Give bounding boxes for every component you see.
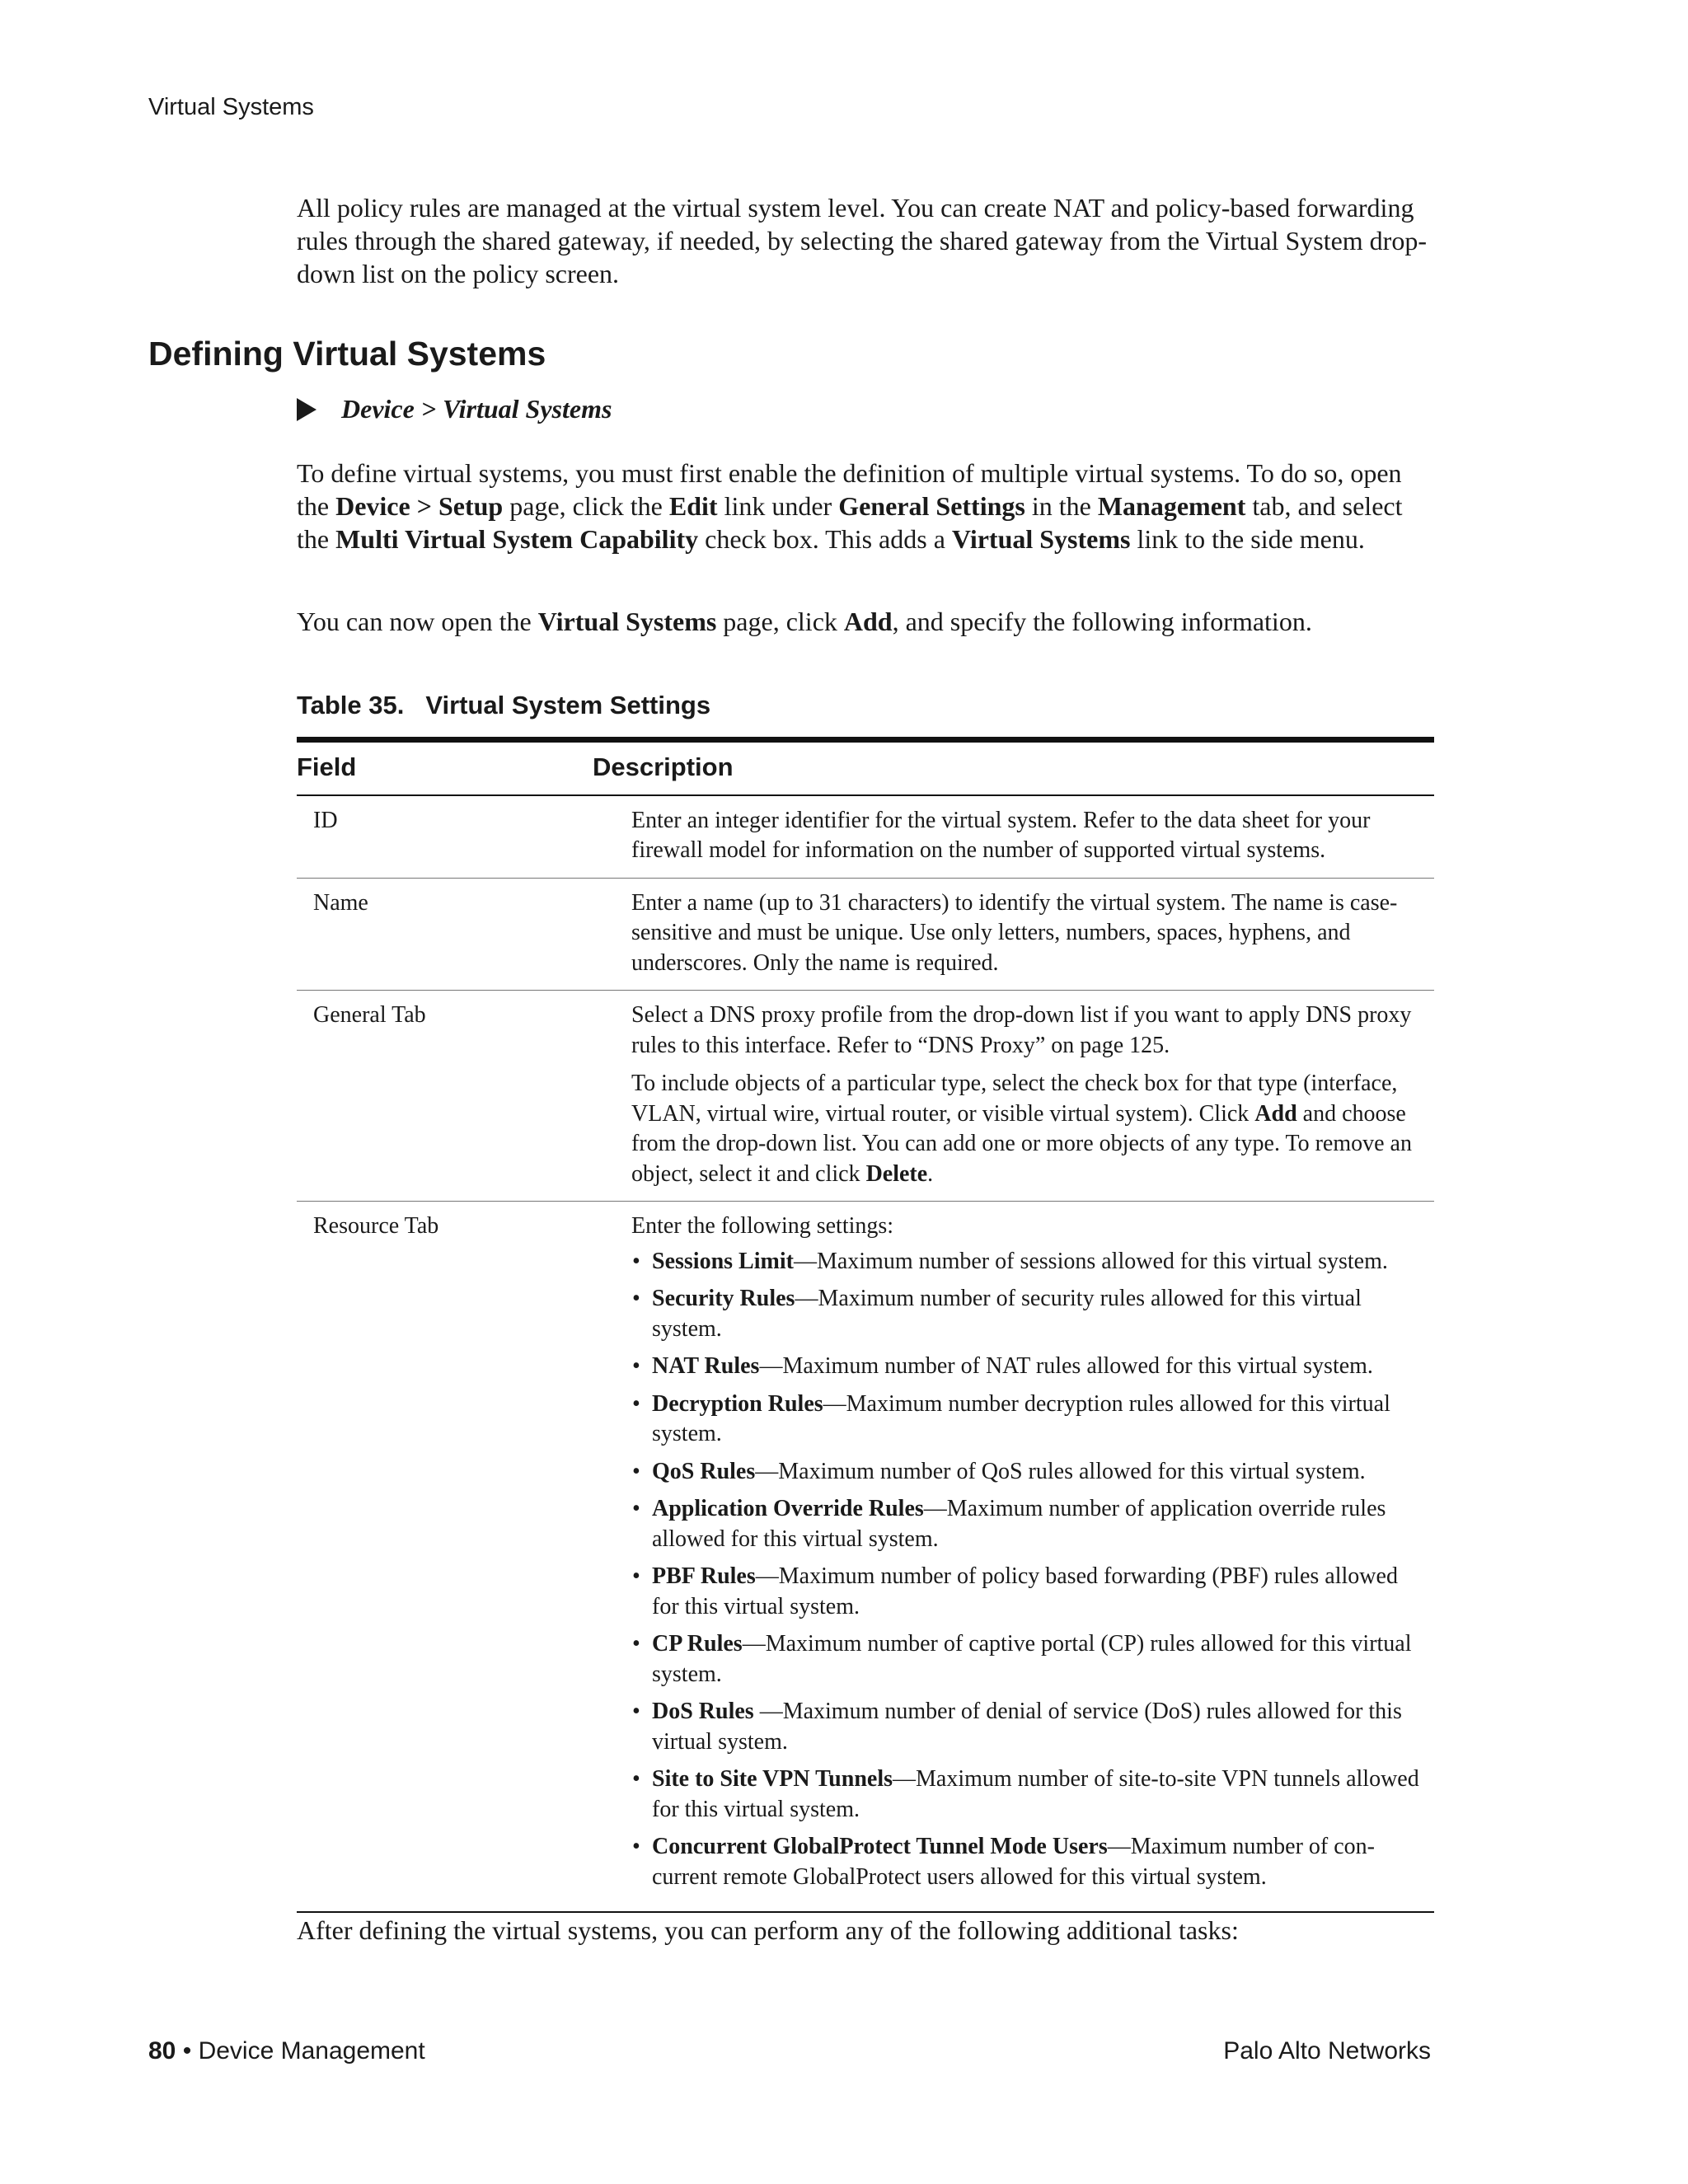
setting-label: Sessions Limit <box>652 1248 794 1274</box>
chapter-name: Device Management <box>198 2037 425 2064</box>
add-ref: Add <box>1254 1100 1297 1127</box>
device-setup-ref: Device > Setup <box>335 491 504 521</box>
table-number: Table 35. <box>297 691 405 719</box>
virtual-systems-ref: Virtual Systems <box>951 524 1131 554</box>
list-item <box>631 1697 1423 1757</box>
field-cell: Resource Tab <box>313 1213 439 1239</box>
settings-table <box>297 737 1434 1913</box>
description-cell <box>609 1202 1434 1911</box>
table-row-resource-tab <box>297 1201 1434 1911</box>
setting-text: —Maximum number of captive portal (CP) rules allowed for this virtual system. <box>652 1631 1412 1687</box>
nav-path-text: Device > Virtual Systems <box>341 394 612 424</box>
table-row-name <box>297 878 1434 991</box>
delete-ref: Delete <box>865 1160 928 1187</box>
multi-vsys-ref: Multi Virtual System Capability <box>335 524 699 554</box>
resource-settings-list <box>631 1247 1423 1893</box>
setting-label: PBF Rules <box>652 1563 756 1589</box>
list-item <box>631 1629 1423 1690</box>
field-cell: ID <box>313 807 338 833</box>
text-run: page, click <box>716 607 844 636</box>
table-header-row <box>297 743 1434 796</box>
list-item <box>631 1494 1423 1554</box>
text-run: tab, and select the <box>297 491 1403 554</box>
setting-text: —Maximum number of NAT rules allowed for this virtual system. <box>759 1353 1373 1379</box>
running-header: Virtual Systems <box>148 94 314 120</box>
setting-text: —Maximum number of con-current remote GlobalProtect users allowed for this virtual system. <box>652 1834 1376 1890</box>
enable-vsys-paragraph <box>297 457 1434 555</box>
table-caption <box>297 691 710 720</box>
setting-label: QoS Rules <box>652 1458 756 1484</box>
setting-label: Application Override Rules <box>652 1496 924 1521</box>
dns-proxy-text: Select a DNS proxy profile from the drop-down list if you want to apply DNS proxy rules to this interface. Refer to “DNS Proxy” on page 125. <box>631 1002 1412 1058</box>
setting-label: CP Rules <box>652 1631 743 1657</box>
page-number: 80 <box>148 2037 176 2064</box>
footer-separator: • <box>176 2037 199 2064</box>
text-run: page, click the <box>503 491 669 521</box>
description-cell: Enter an integer identifier for the virtual system. Refer to the data sheet for your firewall model for information on the number of supported virtual systems. <box>631 807 1371 863</box>
text-run: . <box>927 1160 934 1187</box>
list-item <box>631 1457 1423 1488</box>
field-cell: Name <box>313 889 368 916</box>
list-item <box>631 1390 1423 1450</box>
list-item <box>631 1284 1423 1344</box>
column-header-field: Field <box>297 752 357 781</box>
open-vsys-paragraph <box>297 605 1434 638</box>
setting-label: Security Rules <box>652 1286 795 1311</box>
table-row-general-tab <box>297 990 1434 1201</box>
add-ref: Add <box>843 607 893 636</box>
text-run: To include objects of a particular type, select the check box for that type (interface, VLAN, virtual wire, virtual router, or visible virtual system). Click <box>631 1071 1398 1127</box>
table-title: Virtual System Settings <box>425 691 711 719</box>
description-cell <box>609 991 1434 1201</box>
setting-label: Site to Site VPN Tunnels <box>652 1766 893 1792</box>
text-run: To define virtual systems, you must first enable the definition of multiple virtual systems. To do so, open the <box>297 458 1402 521</box>
list-item <box>631 1247 1423 1277</box>
list-item <box>631 1352 1423 1382</box>
text-run: link to the side menu. <box>1130 524 1365 554</box>
setting-text: —Maximum number of application override rules allowed for this virtual system. <box>652 1496 1386 1552</box>
text-run: You can now open the <box>297 607 538 636</box>
footer-left <box>148 2037 425 2065</box>
setting-label: DoS Rules <box>652 1699 754 1724</box>
setting-text: —Maximum number decryption rules allowed for this virtual system. <box>652 1390 1390 1446</box>
setting-text: —Maximum number of QoS rules allowed for this virtual system. <box>755 1458 1366 1484</box>
intro-paragraph: All policy rules are managed at the virtual system level. You can create NAT and policy-based forwarding rules through the shared gateway, if needed, by selecting the shared gateway from the Virtual System drop-down list on the policy screen. <box>297 193 1427 288</box>
column-header-description: Description <box>593 752 734 781</box>
setting-text: —Maximum number of sessions allowed for this virtual system. <box>793 1248 1388 1274</box>
nav-path <box>297 394 612 424</box>
list-item <box>631 1765 1423 1825</box>
company-name: Palo Alto Networks <box>1223 2037 1431 2064</box>
setting-label: Concurrent GlobalProtect Tunnel Mode Users <box>652 1834 1108 1859</box>
field-cell: General Tab <box>313 1002 426 1028</box>
description-cell: Enter a name (up to 31 characters) to identify the virtual system. The name is case-sensitive and must be unique. Use only letters, numbers, spaces, hyphens, and underscores. Only the name is required. <box>631 889 1398 976</box>
setting-text: —Maximum number of policy based forwarding (PBF) rules allowed for this virtual system. <box>652 1563 1398 1619</box>
setting-text: —Maximum number of site-to-site VPN tunnels allowed for this virtual system. <box>652 1766 1419 1822</box>
text-run: and choose from the drop-down list. You can add one or more objects of any type. To remove an object, select it and click <box>631 1100 1412 1187</box>
setting-text: —Maximum number of denial of service (DoS) rules allowed for this virtual system. <box>652 1699 1402 1755</box>
triangle-right-icon <box>297 398 316 421</box>
text-run: link under <box>717 491 839 521</box>
virtual-systems-ref: Virtual Systems <box>537 607 717 636</box>
text-run: in the <box>1025 491 1098 521</box>
general-settings-ref: General Settings <box>838 491 1025 521</box>
after-paragraph: After defining the virtual systems, you can perform any of the following additional tasks: <box>297 1915 1239 1945</box>
objects-text <box>631 1069 1423 1189</box>
edit-ref: Edit <box>668 491 718 521</box>
section-title: Defining Virtual Systems <box>148 335 546 373</box>
text-run: check box. This adds a <box>698 524 952 554</box>
setting-text: —Maximum number of security rules allowed for this virtual system. <box>652 1286 1362 1342</box>
table-row-id <box>297 796 1434 878</box>
list-item <box>631 1832 1423 1892</box>
setting-label: NAT Rules <box>652 1353 760 1379</box>
resource-intro: Enter the following settings: <box>631 1213 894 1239</box>
setting-label: Decryption Rules <box>652 1390 823 1417</box>
management-ref: Management <box>1097 491 1246 521</box>
text-run: , and specify the following information. <box>892 607 1312 636</box>
list-item <box>631 1562 1423 1622</box>
